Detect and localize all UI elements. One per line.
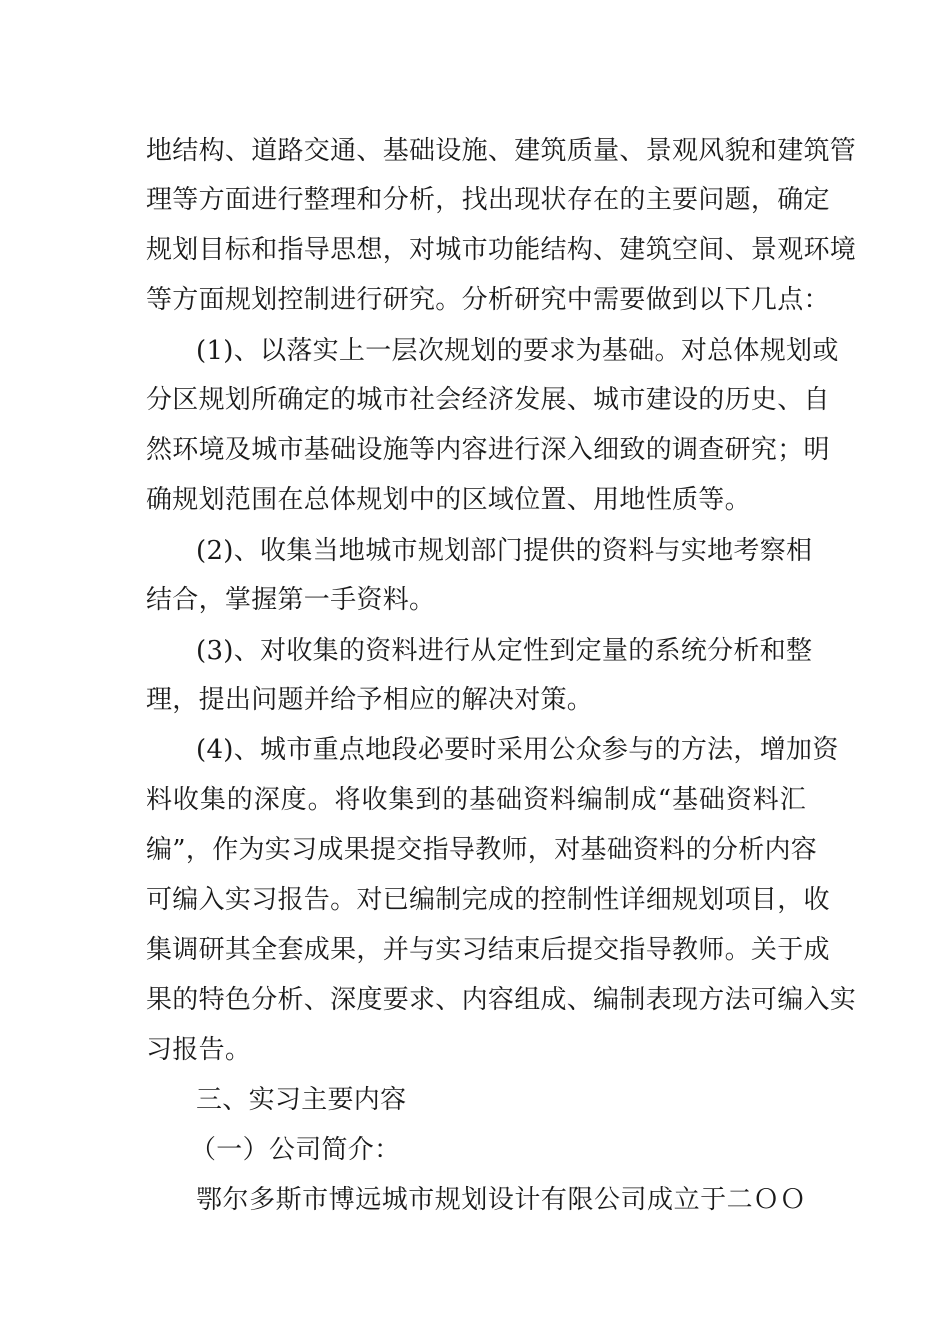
paragraph-line: 理等方面进行整理和分析，找出现状存在的主要问题，确定 <box>146 185 830 215</box>
paragraph-line: 习报告。 <box>146 1035 252 1065</box>
paragraph-line: 编”，作为实习成果提交指导教师，对基础资料的分析内容 <box>146 835 818 865</box>
paragraph-line: 果的特色分析、深度要求、内容组成、编制表现方法可编入实 <box>146 985 857 1015</box>
list-item-1-line: (1)、以落实上一层次规划的要求为基础。对总体规划或 <box>196 336 839 366</box>
subsection-heading: （一）公司简介： <box>190 1135 401 1165</box>
paragraph-line: 理，提出问题并给予相应的解决对策。 <box>146 685 594 715</box>
paragraph-line: 然环境及城市基础设施等内容进行深入细致的调查研究；明 <box>146 435 830 465</box>
section-heading: 三、实习主要内容 <box>196 1085 407 1115</box>
paragraph-line: 规划目标和指导思想，对城市功能结构、建筑空间、景观环境 <box>146 235 857 265</box>
list-item-2-line: (2)、收集当地城市规划部门提供的资料与实地考察相 <box>196 536 813 566</box>
paragraph-line: 等方面规划控制进行研究。分析研究中需要做到以下几点： <box>146 285 830 315</box>
paragraph-line: 结合，掌握第一手资料。 <box>146 585 436 615</box>
paragraph-line: 鄂尔多斯市博远城市规划设计有限公司成立于二ＯＯ <box>196 1185 806 1215</box>
paragraph-line: 分区规划所确定的城市社会经济发展、城市建设的历史、自 <box>146 385 830 415</box>
list-item-3-line: (3)、对收集的资料进行从定性到定量的系统分析和整 <box>196 636 813 666</box>
paragraph-line: 料收集的深度。将收集到的基础资料编制成“基础资料汇 <box>146 785 806 815</box>
paragraph-line: 集调研其全套成果，并与实习结束后提交指导教师。关于成 <box>146 935 830 965</box>
paragraph-line: 确规划范围在总体规划中的区域位置、用地性质等。 <box>146 485 751 515</box>
paragraph-line: 可编入实习报告。对已编制完成的控制性详细规划项目，收 <box>146 885 830 915</box>
list-item-4-line: (4)、城市重点地段必要时采用公众参与的方法，增加资 <box>196 735 839 765</box>
paragraph-line: 地结构、道路交通、基础设施、建筑质量、景观风貌和建筑管 <box>146 136 857 166</box>
